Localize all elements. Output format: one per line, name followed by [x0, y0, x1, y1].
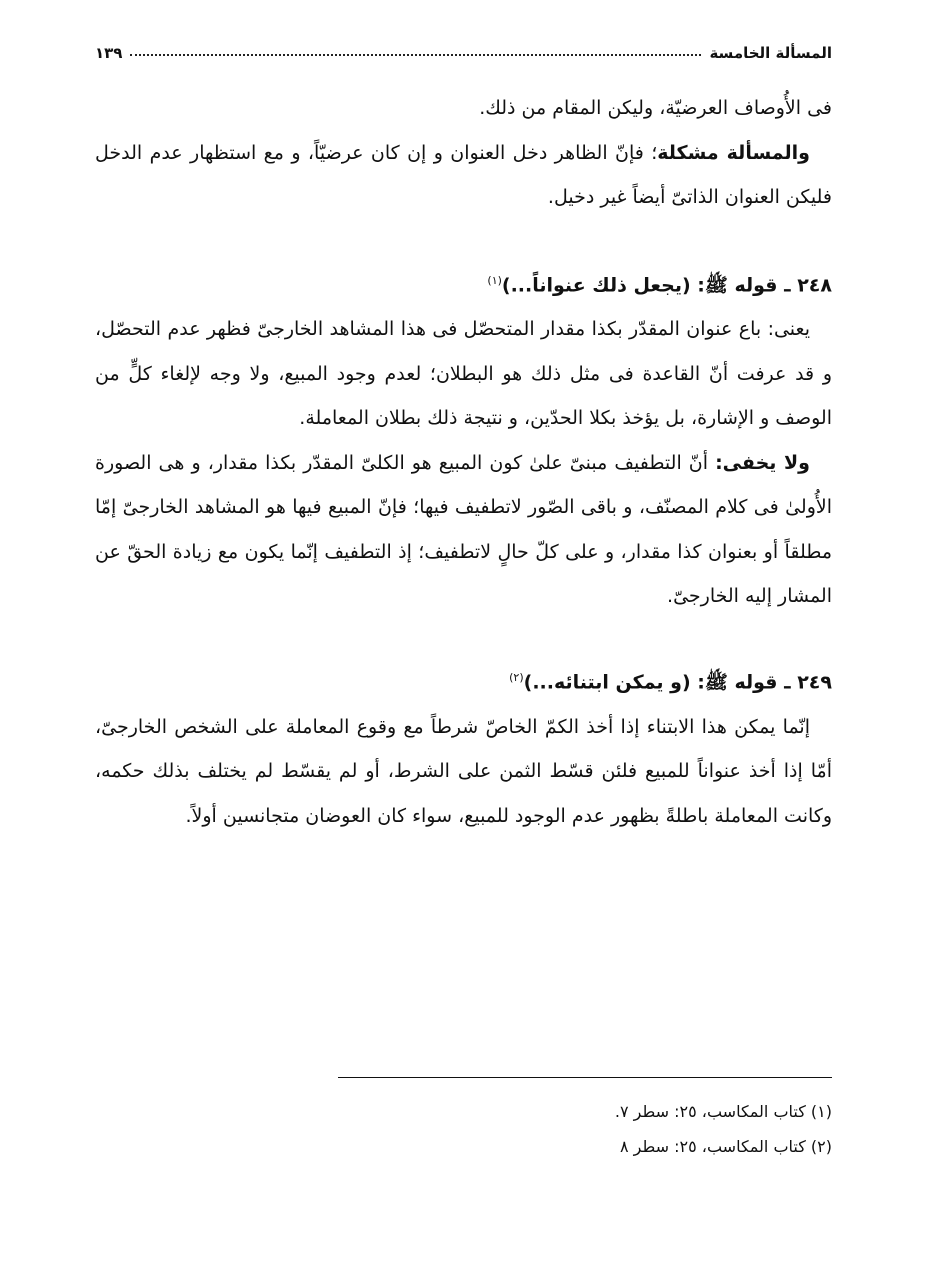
intro-line: فى الأُوصاف العرضيّة، وليكن المقام من ذلك.: [479, 97, 832, 119]
section-248-p2-lead: ولا يخفى:: [715, 451, 810, 474]
dotted-leader: [130, 54, 701, 56]
footnote-2: (٢) كتاب المكاسب، ٢٥: سطر ٨: [620, 1137, 832, 1156]
section-gap: [95, 220, 832, 259]
section-249-paragraph-1: إنّما يمكن هذا الابتناء إذا أخذ الكمّ الخاصّ شرطاً مع وقوع المعاملة على الشخص الخارجىّ، أمّا إذا أخذ عنواناً للمبيع فلئن قسّط الثمن على الشرط، أو لم يقسّط لم يختلف بذلك حكمه، وكانت المعاملة باطلةً بظهور عدم الوجود للمبيع، سواء كان العوضان متجانسين أولاً.: [95, 715, 832, 827]
page-number: ١٣٩: [95, 44, 123, 62]
section-249-number: ٢٤٩: [797, 671, 832, 694]
footnotes: [95, 1094, 832, 1164]
section-248-p2-text: أنّ التطفيف مبنىّ علىٰ كون المبيع هو الكلىّ المقدّر بكذا مقدار، و هى الصورة الأُولىٰ فى كلام المصنّف، و باقى الصّور لاتطفيف فيها؛ فإنّ المبيع فيها هو المشاهد الخارجىّ إمّا مطلقاً أو بعنوان كذا مقدار، و على كلّ حالٍ لاتطفيف؛ إذ التطفيف إنّما يكون مع زيادة الحقّ عن المشار إليه الخارجىّ.: [95, 451, 832, 608]
intro-paragraph: [95, 131, 832, 220]
intro-paragraph-text: ؛ فإنّ الظاهر دخل العنوان و إن كان عرضيّاً، و مع استظهار عدم الدخل فليكن العنوان الذاتىّ أيضاً غير دخيل.: [95, 141, 832, 208]
running-head-title: المسألة الخامسة: [709, 44, 832, 62]
body-text: [95, 86, 832, 838]
footnote-1: (١) كتاب المكاسب، ٢٥: سطر ٧.: [614, 1102, 832, 1121]
section-249-heading: [95, 656, 832, 705]
section-249-lead: ـ قوله ﷺ: (و يمكن ابتنائه...): [523, 671, 791, 694]
running-head: [95, 36, 832, 62]
section-248-number: ٢٤٨: [797, 273, 832, 296]
section-248-heading: [95, 259, 832, 308]
footnote-separator: [338, 1077, 832, 1078]
intro-paragraph-lead: والمسألة مشكلة: [657, 141, 810, 164]
footnote-ref-2[interactable]: (٢): [509, 670, 524, 684]
section-gap: [95, 619, 832, 656]
footnote-ref-1[interactable]: (١): [487, 273, 502, 287]
section-248-lead: ـ قوله ﷺ: (يجعل ذلك عنواناً...): [501, 273, 791, 296]
section-248-paragraph-2: [95, 441, 832, 619]
section-248-paragraph-1: يعنى: باع عنوان المقدّر بكذا مقدار المتحصّل فى هذا المشاهد الخارجىّ فظهر عدم التحصّل، و قد عرفت أنّ القاعدة فى مثل ذلك هو البطلان؛ لعدم وجود المبيع، ولا وجه لإلغاء كلٍّ من الوصف و الإشارة، بل يؤخذ بكلا الحدّين، و نتيجة ذلك بطلان المعاملة.: [95, 318, 832, 430]
